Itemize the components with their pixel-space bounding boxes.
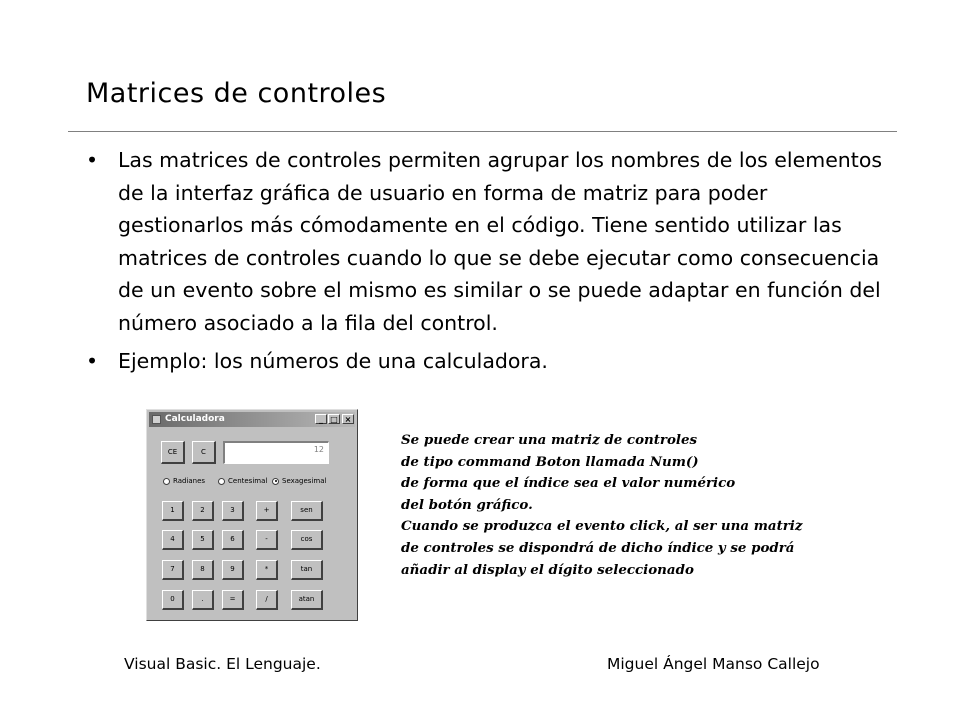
radio-centesimal[interactable] <box>218 477 267 485</box>
c-button[interactable]: C <box>192 441 216 464</box>
radio-selected-icon <box>272 478 279 485</box>
key-atan[interactable]: atan <box>291 590 323 610</box>
note-line: añadir al display el dígito seleccionado <box>401 561 694 578</box>
ce-button[interactable]: CE <box>161 441 185 464</box>
footer-author: Miguel Ángel Manso Callejo <box>607 655 820 673</box>
app-icon <box>152 415 161 424</box>
note-line: del botón gráfico. <box>401 496 533 513</box>
note-line: de forma que el índice sea el valor numérico <box>401 475 736 492</box>
bullet-item <box>86 345 886 378</box>
note-line: de controles se dispondrá de dicho índice y se podrá <box>401 539 795 556</box>
minimize-button[interactable]: _ <box>315 414 327 424</box>
key-6[interactable]: 6 <box>222 530 244 550</box>
maximize-button[interactable]: □ <box>328 414 340 424</box>
key-decimal[interactable]: . <box>192 590 214 610</box>
calculator-window <box>146 409 358 621</box>
key-multiply[interactable]: * <box>256 560 278 580</box>
bullet-list <box>86 144 886 378</box>
key-7[interactable]: 7 <box>162 560 184 580</box>
radio-icon <box>218 478 225 485</box>
note-line: Se puede crear una matriz de controles <box>401 432 698 448</box>
radio-sexagesimal[interactable] <box>272 477 326 485</box>
key-divide[interactable]: / <box>256 590 278 610</box>
bullet-text: Ejemplo: los números de una calculadora. <box>118 349 548 373</box>
slide-title: Matrices de controles <box>86 78 387 109</box>
window-title: Calculadora <box>165 414 225 424</box>
calculator-display: 12 <box>223 441 329 464</box>
radio-icon <box>163 478 170 485</box>
key-2[interactable]: 2 <box>192 501 214 521</box>
note-line: de tipo command Boton llamada Num() <box>401 453 699 470</box>
radio-label: Sexagesimal <box>282 477 327 485</box>
calculator-titlebar[interactable] <box>149 412 355 427</box>
radio-radianes[interactable] <box>163 477 205 485</box>
key-1[interactable]: 1 <box>162 501 184 521</box>
key-0[interactable]: 0 <box>162 590 184 610</box>
key-5[interactable]: 5 <box>192 530 214 550</box>
bullet-item <box>86 144 886 339</box>
footer-course: Visual Basic. El Lenguaje. <box>124 655 321 673</box>
key-sen[interactable]: sen <box>291 501 323 521</box>
explanation-note <box>401 430 803 581</box>
bullet-marker: • <box>86 148 99 172</box>
key-plus[interactable]: + <box>256 501 278 521</box>
key-minus[interactable]: - <box>256 530 278 550</box>
note-line: Cuando se produzca el evento click, al ser una matriz <box>401 518 803 535</box>
key-3[interactable]: 3 <box>222 501 244 521</box>
key-tan[interactable]: tan <box>291 560 323 580</box>
bullet-marker: • <box>86 349 99 373</box>
title-divider <box>68 131 897 132</box>
key-cos[interactable]: cos <box>291 530 323 550</box>
radio-label: Centesimal <box>228 477 268 485</box>
key-equals[interactable]: = <box>222 590 244 610</box>
key-8[interactable]: 8 <box>192 560 214 580</box>
key-4[interactable]: 4 <box>162 530 184 550</box>
key-9[interactable]: 9 <box>222 560 244 580</box>
close-button[interactable]: × <box>342 414 354 424</box>
radio-label: Radianes <box>173 477 206 485</box>
bullet-text: Las matrices de controles permiten agrupar los nombres de los elementos de la interfaz gráfica de usuario en forma de matriz para poder gestionarlos más cómodamente en el código. Tiene sentido utilizar las matrices de controles cuando lo que se debe ejecutar como consecuencia de un evento sobre el mismo es similar o se puede adaptar en función del número asociado a la fila del control. <box>118 148 883 335</box>
